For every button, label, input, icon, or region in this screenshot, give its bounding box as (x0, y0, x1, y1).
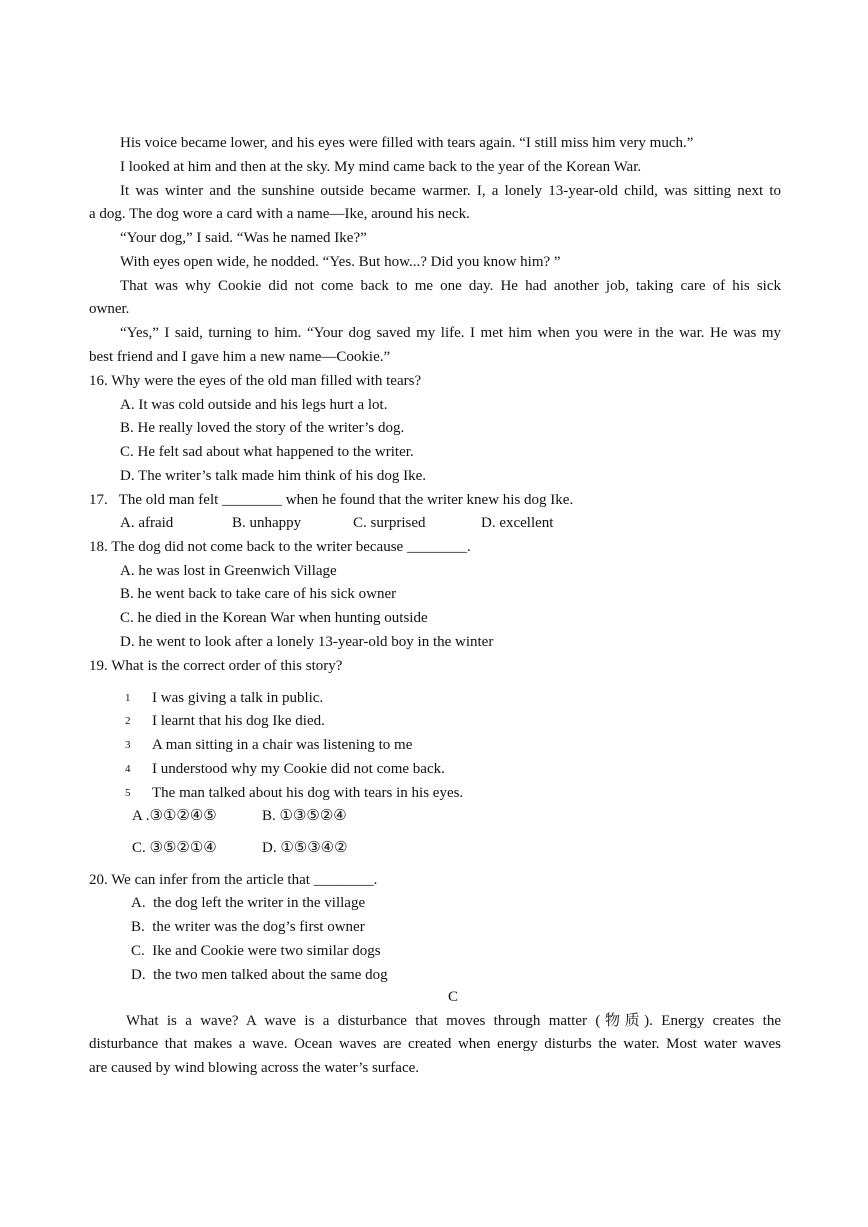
question-17-stem: 17. The old man felt ________ when he found that the writer knew his dog Ike. (89, 492, 574, 508)
q17-option-d[interactable]: D. excellent (481, 515, 554, 531)
passage-paragraph: “Your dog,” I said. “Was he named Ike?” (120, 230, 367, 246)
event-number: 3 (125, 739, 131, 751)
q18-option-a[interactable]: A. he was lost in Greenwich Village (120, 563, 337, 579)
q16-option-b[interactable]: B. He really loved the story of the writer’s dog. (120, 420, 405, 436)
section-heading: C (447, 989, 458, 1005)
q18-option-d[interactable]: D. he went to look after a lonely 13-year-old boy in the winter (120, 634, 494, 650)
q16-option-d[interactable]: D. The writer’s talk made him think of his dog Ike. (120, 468, 427, 484)
passage-paragraph-cont: a dog. The dog wore a card with a name—Ike, around his neck. (89, 206, 470, 222)
q20-option-a[interactable]: A. the dog left the writer in the village (131, 895, 366, 911)
passage-paragraph: What is a wave? A wave is a disturbance that moves through matter (物质). Energy creates the (126, 1013, 781, 1029)
q20-option-b[interactable]: B. the writer was the dog’s first owner (131, 919, 365, 935)
passage-paragraph: That was why Cookie did not come back to me one day. He had another job, taking care of his sick (120, 278, 781, 294)
q19-option-a[interactable]: A .③①②④⑤ (132, 808, 217, 824)
event-text: I was giving a talk in public. (152, 690, 324, 706)
question-19-stem: 19. What is the correct order of this story? (89, 658, 343, 674)
passage-paragraph: It was winter and the sunshine outside became warmer. I, a lonely 13-year-old child, was sitting next to (120, 183, 781, 199)
passage-paragraph-cont: disturbance that makes a wave. Ocean waves are created when energy disturbs the water. Most water waves (89, 1036, 781, 1052)
q18-option-b[interactable]: B. he went back to take care of his sick owner (120, 586, 397, 602)
question-20-stem: 20. We can infer from the article that ________. (89, 872, 378, 888)
q16-option-a[interactable]: A. It was cold outside and his legs hurt a lot. (120, 397, 388, 413)
event-number: 1 (125, 692, 131, 704)
question-16-stem: 16. Why were the eyes of the old man filled with tears? (89, 373, 422, 389)
passage-paragraph-cont: owner. (89, 301, 130, 317)
passage-paragraph: “Yes,” I said, turning to him. “Your dog saved my life. I met him when you were in the war. He was my (120, 325, 781, 341)
passage-paragraph-cont: are caused by wind blowing across the water’s surface. (89, 1060, 420, 1076)
q18-option-c[interactable]: C. he died in the Korean War when hunting outside (120, 610, 428, 626)
q19-option-c[interactable]: C. ③⑤②①④ (132, 840, 217, 856)
q20-option-d[interactable]: D. the two men talked about the same dog (131, 967, 388, 983)
question-18-stem: 18. The dog did not come back to the writer because ________. (89, 539, 471, 555)
passage-paragraph: With eyes open wide, he nodded. “Yes. But how...? Did you know him? ” (120, 254, 561, 270)
event-number: 2 (125, 715, 131, 727)
event-text: I understood why my Cookie did not come back. (152, 761, 445, 777)
event-text: The man talked about his dog with tears in his eyes. (152, 785, 464, 801)
q19-option-d[interactable]: D. ①⑤③④② (262, 840, 348, 856)
passage-paragraph: His voice became lower, and his eyes were filled with tears again. “I still miss him very much.” (120, 135, 694, 151)
event-number: 4 (125, 763, 131, 775)
q16-option-c[interactable]: C. He felt sad about what happened to the writer. (120, 444, 414, 460)
q20-option-c[interactable]: C. Ike and Cookie were two similar dogs (131, 943, 381, 959)
event-number: 5 (125, 787, 131, 799)
q17-option-b[interactable]: B. unhappy (232, 515, 302, 531)
q19-option-b[interactable]: B. ①③⑤②④ (262, 808, 347, 824)
passage-paragraph-cont: best friend and I gave him a new name—Cookie.” (89, 349, 391, 365)
event-text: I learnt that his dog Ike died. (152, 713, 325, 729)
event-text: A man sitting in a chair was listening to me (152, 737, 413, 753)
q17-option-c[interactable]: C. surprised (353, 515, 426, 531)
q17-option-a[interactable]: A. afraid (120, 515, 174, 531)
passage-paragraph: I looked at him and then at the sky. My mind came back to the year of the Korean War. (120, 159, 642, 175)
